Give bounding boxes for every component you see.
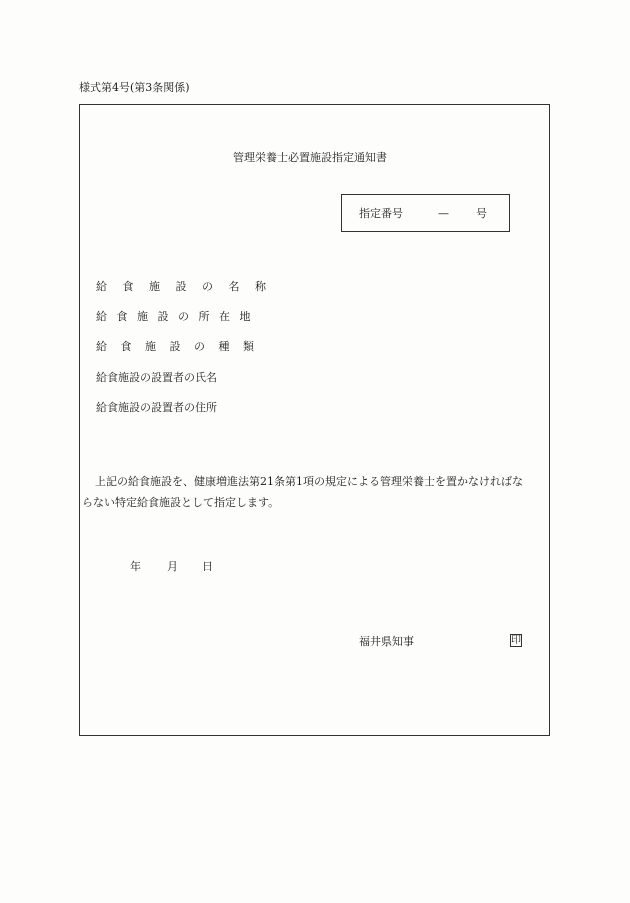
field-founder-name: 給食施設の設置者の氏名 [96, 371, 217, 384]
designation-number-label: 指定番号 [359, 207, 403, 220]
signer-governor: 福井県知事 [359, 635, 414, 648]
document-title: 管理栄養士必置施設指定通知書 [233, 151, 387, 164]
designation-number-suffix: 号 [476, 207, 487, 220]
body-text-line-1: 上記の給食施設を、健康増進法第21条第1項の規定による管理栄養士を置かなければな [95, 475, 523, 488]
seal-stamp: 印 [511, 635, 521, 646]
field-facility-name: 給 食 施 設 の 名 称 [96, 280, 272, 293]
body-text-line-2: らない特定給食施設として指定します。 [82, 496, 280, 509]
date-year: 年 [130, 560, 141, 573]
form-number: 様式第4号(第3条関係) [79, 81, 190, 94]
field-facility-location: 給 食 施 設 の 所 在 地 [96, 310, 254, 323]
designation-number-dash: — [438, 207, 449, 220]
field-founder-address: 給食施設の設置者の住所 [96, 401, 217, 414]
field-facility-type: 給 食 施 設 の 種 類 [96, 340, 259, 353]
date-month: 月 [167, 560, 178, 573]
date-day: 日 [202, 560, 213, 573]
